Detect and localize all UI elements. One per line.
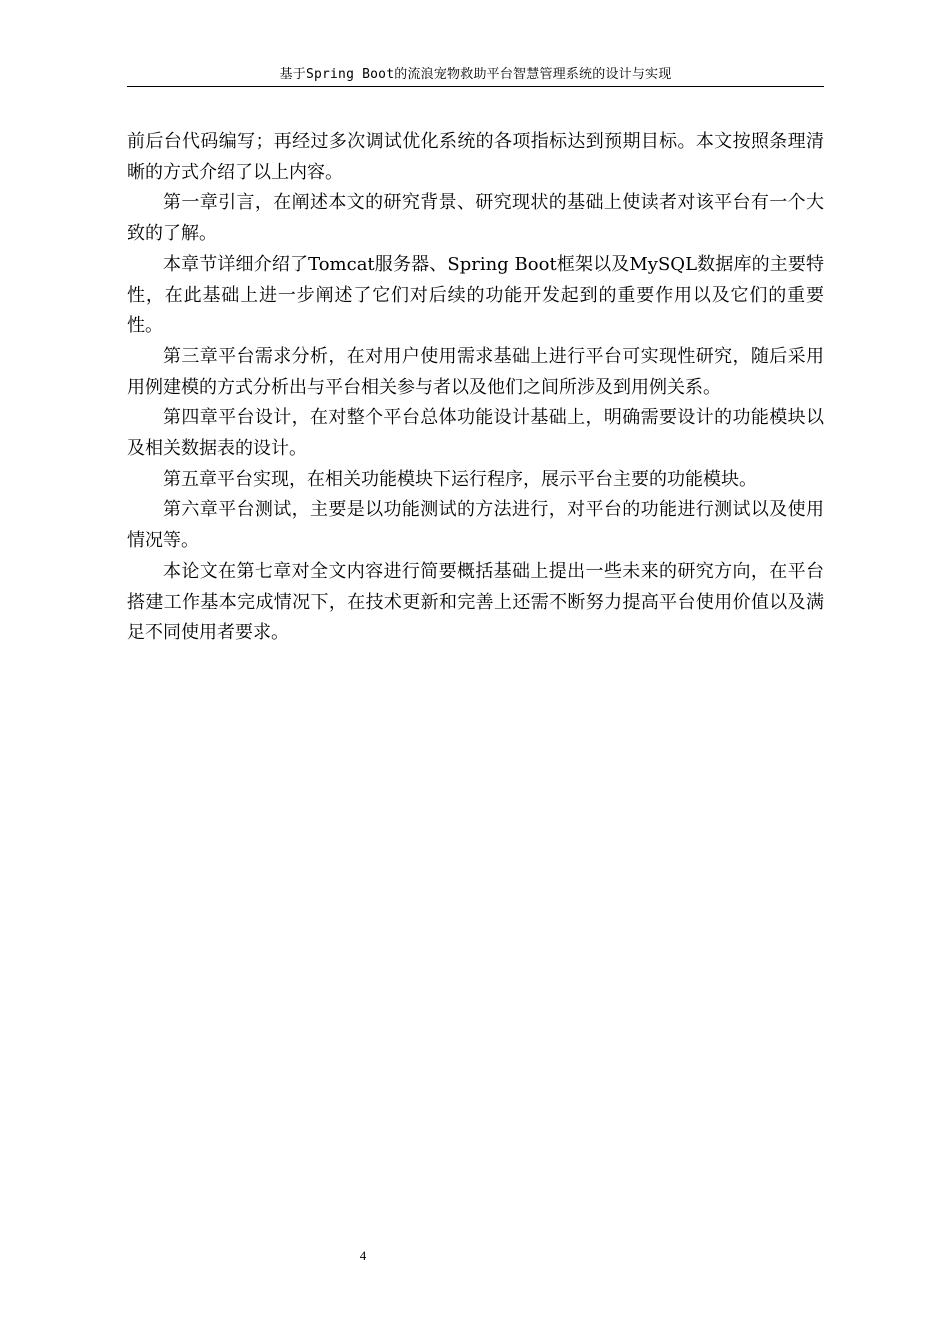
paragraph-chapter-2: 本章节详细介绍了Tomcat服务器、Spring Boot框架以及MySQL数据库的主要特性，在此基础上进一步阐述了它们对后续的功能开发起到的重要作用以及它们的重要性。 (127, 253, 824, 337)
paragraph-chapter-4: 第四章平台设计，在对整个平台总体功能设计基础上，明确需要设计的功能模块以及相关数据表的设计。 (127, 407, 824, 460)
page-number: 4 (359, 1248, 367, 1263)
paragraph-chapter-3: 第三章平台需求分析，在对用户使用需求基础上进行平台可实现性研究，随后采用用例建模的方式分析出与平台相关参与者以及他们之间所涉及到用例关系。 (127, 345, 824, 398)
body-text (127, 127, 824, 649)
paragraph-continuation: 前后台代码编写；再经过多次调试优化系统的各项指标达到预期目标。本文按照条理清晰的方式介绍了以上内容。 (127, 131, 824, 183)
paragraph-chapter-7: 本论文在第七章对全文内容进行简要概括基础上提出一些未来的研究方向，在平台搭建工作基本完成情况下，在技术更新和完善上还需不断努力提高平台使用价值以及满足不同使用者要求。 (127, 560, 824, 644)
paragraph-chapter-1: 第一章引言，在阐述本文的研究背景、研究现状的基础上使读者对该平台有一个大致的了解。 (127, 192, 824, 245)
paragraph-chapter-6: 第六章平台测试，主要是以功能测试的方法进行，对平台的功能进行测试以及使用情况等。 (127, 499, 824, 552)
running-header: 基于Spring Boot的流浪宠物救助平台智慧管理系统的设计与实现 (279, 67, 672, 82)
paragraph-chapter-5: 第五章平台实现，在相关功能模块下运行程序，展示平台主要的功能模块。 (163, 468, 757, 490)
header-rule (127, 86, 824, 87)
